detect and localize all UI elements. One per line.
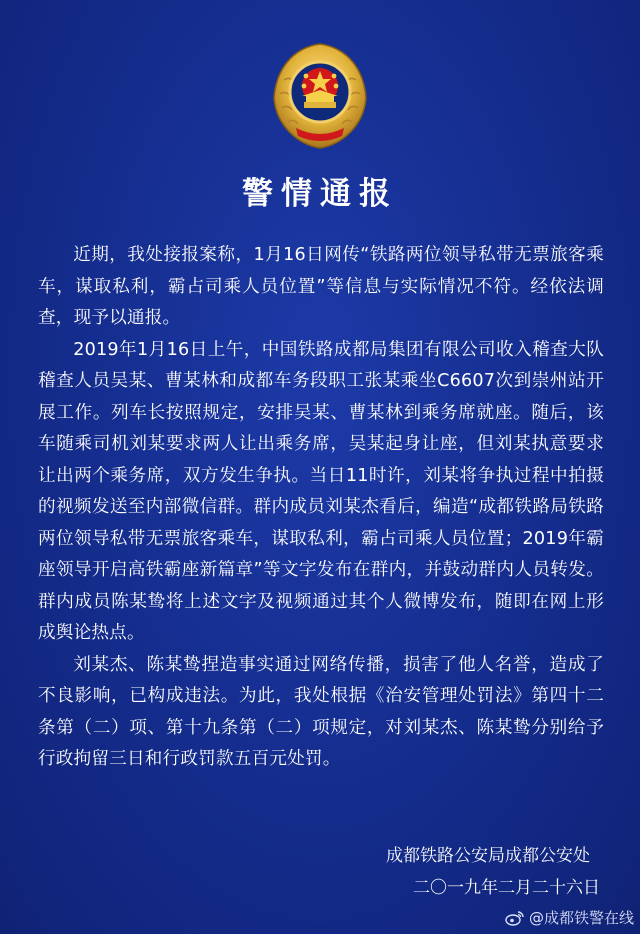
signature-block (386, 840, 600, 904)
paragraph-penalty: 刘某杰、陈某鸷捏造事实通过网络传播，损害了他人名誉，造成了不良影响，已构成违法。为此，我处根据《治安管理处罚法》第四十二条第（二）项、第十九条第（二）项规定，对刘某杰、陈某鸷分别给予行政拘留三日和行政罚款五百元处罚。 (38, 654, 604, 769)
police-emblem-icon (262, 40, 378, 152)
paragraph-intro: 近期，我处接报案称，1月16日网传“铁路两位领导私带无票旅客乘车，谋取私利，霸占司乘人员位置”等信息与实际情况不符。经依法调查，现予以通报。 (38, 245, 604, 328)
weibo-icon (505, 910, 525, 926)
weibo-watermark (505, 907, 634, 928)
signature-org: 成都铁路公安局成都公安处 (386, 846, 590, 866)
notice-body (38, 240, 604, 776)
page-title: 警情通报 (242, 176, 398, 212)
watermark-text: @成都铁警在线 (528, 909, 634, 927)
signature-date: 二〇一九年二月二十六日 (413, 878, 600, 898)
paragraph-incident: 2019年1月16日上午，中国铁路成都局集团有限公司收入稽查大队稽查人员吴某、曹某林和成都车务段职工张某乘坐C6607次到崇州站开展工作。列车长按照规定，安排吴某、曹某林到乘务席就座。随后，该车随乘司机刘某要求两人让出乘务席，吴某起身让座，但刘某执意要求让出两个乘务席，双方发生争执。当日11时许，刘某将争执过程中拍摄的视频发送至内部微信群。群内成员刘某杰看后，编造“成都铁路局铁路两位领导私带无票旅客乘车，谋取私利，霸占司乘人员位置；2019年霸座领导开启高铁霸座新篇章”等文字发布在群内，并鼓动群内人员转发。群内成员陈某鸷将上述文字及视频通过其个人微博发布，随即在网上形成舆论热点。 (38, 339, 604, 643)
